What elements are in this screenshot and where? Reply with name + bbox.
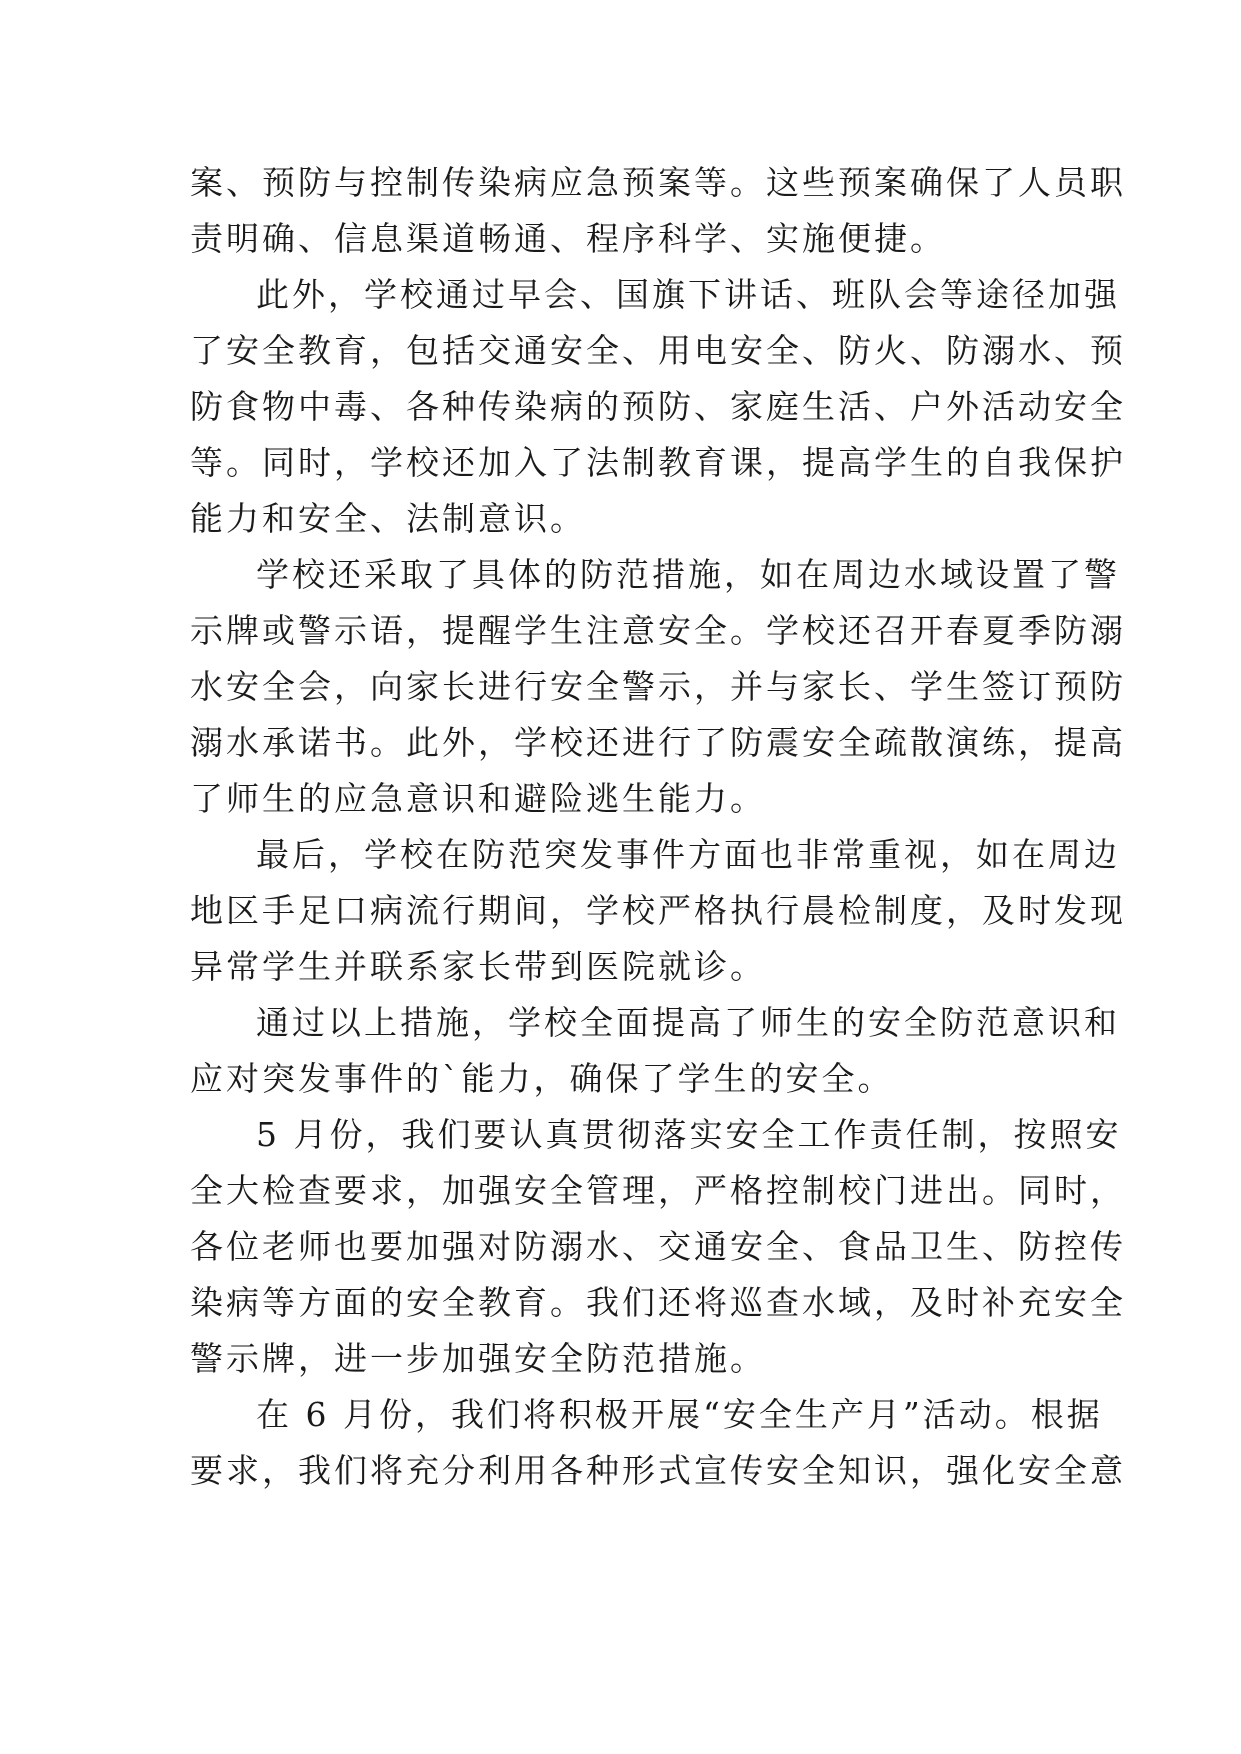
- text-line: 示牌或警示语，提醒学生注意安全。学校还召开春夏季防溺: [190, 611, 1126, 650]
- text-line: 在 6 月份，我们将积极开展“安全生产月”活动。根据: [256, 1395, 1103, 1434]
- text-line: 地区手足口病流行期间，学校严格执行晨检制度，及时发现: [190, 891, 1126, 930]
- text-line: 责明确、信息渠道畅通、程序科学、实施便捷。: [190, 219, 946, 258]
- paragraph: [190, 995, 1120, 1107]
- text-line: 此外，学校通过早会、国旗下讲话、班队会等途径加强: [256, 275, 1120, 314]
- paragraph: [190, 1387, 1126, 1499]
- paragraph: [190, 827, 1126, 995]
- text-line: 全大检查要求，加强安全管理，严格控制校门进出。同时，: [190, 1171, 1126, 1210]
- text-line: 案、预防与控制传染病应急预案等。这些预案确保了人员职: [190, 163, 1126, 202]
- text-line: 防食物中毒、各种传染病的预防、家庭生活、户外活动安全: [190, 387, 1126, 426]
- text-line: 能力和安全、法制意识。: [190, 499, 586, 538]
- text-line: 染病等方面的安全教育。我们还将巡查水域，及时补充安全: [190, 1283, 1126, 1322]
- text-line: 最后，学校在防范突发事件方面也非常重视，如在周边: [256, 835, 1120, 874]
- text-line: 通过以上措施，学校全面提高了师生的安全防范意识和: [256, 1003, 1120, 1042]
- paragraph: [190, 547, 1126, 827]
- paragraph: [190, 267, 1126, 547]
- text-line: 异常学生并联系家长带到医院就诊。: [190, 947, 766, 986]
- text-line: 等。同时，学校还加入了法制教育课，提高学生的自我保护: [190, 443, 1126, 482]
- body-text: [190, 155, 1126, 1499]
- text-line: 5 月份，我们要认真贯彻落实安全工作责任制，按照安: [256, 1115, 1122, 1154]
- text-line: 溺水承诺书。此外，学校还进行了防震安全疏散演练，提高: [190, 723, 1126, 762]
- text-line: 各位老师也要加强对防溺水、交通安全、食品卫生、防控传: [190, 1227, 1126, 1266]
- paragraph: [190, 1107, 1126, 1387]
- text-line: 了安全教育，包括交通安全、用电安全、防火、防溺水、预: [190, 331, 1126, 370]
- text-line: 应对突发事件的`能力，确保了学生的安全。: [190, 1059, 894, 1098]
- text-line: 要求，我们将充分利用各种形式宣传安全知识，强化安全意: [190, 1451, 1126, 1490]
- text-line: 了师生的应急意识和避险逃生能力。: [190, 779, 766, 818]
- paragraph: [190, 155, 1126, 267]
- text-line: 水安全会，向家长进行安全警示，并与家长、学生签订预防: [190, 667, 1126, 706]
- text-line: 学校还采取了具体的防范措施，如在周边水域设置了警: [256, 555, 1120, 594]
- text-line: 警示牌，进一步加强安全防范措施。: [190, 1339, 766, 1378]
